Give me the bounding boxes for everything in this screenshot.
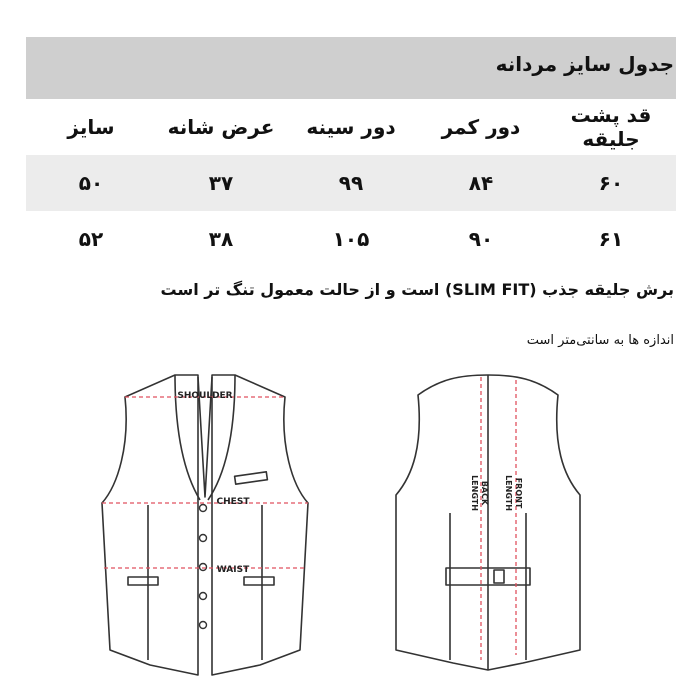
title-bar: [26, 37, 676, 99]
back-length-label-1: BACK: [480, 480, 489, 506]
table-header-row: [26, 99, 676, 155]
front-vest-outline: [102, 375, 198, 675]
table-row: [26, 211, 676, 267]
chest-label: CHEST: [216, 497, 250, 507]
units-note: اندازه ها به سانتی‌متر است: [526, 333, 674, 348]
waist-label: WAIST: [216, 565, 250, 575]
size-table: [26, 99, 676, 267]
cell-chest: ۹۹: [286, 155, 416, 211]
header-shoulder: عرض شانه: [167, 115, 275, 139]
front-length-label-1: FRONT: [514, 477, 523, 509]
page-title: جدول سایز مردانه: [495, 52, 674, 76]
header-size: سایز: [67, 115, 115, 139]
slim-fit-note: برش جلیقه جذب (SLIM FIT) است و از حالت معمول تنگ تر است: [160, 280, 674, 299]
header-waist: دور کمر: [441, 115, 521, 139]
cell-waist: ۹۰: [468, 227, 494, 251]
cell-back-length: ۶۱: [598, 227, 624, 251]
table-row: [26, 155, 676, 211]
cell-shoulder: ۳۸: [208, 227, 234, 251]
cell-size: ۵۰: [26, 155, 156, 211]
header-chest: دور سینه: [306, 115, 396, 139]
shoulder-label: SHOULDER: [177, 391, 233, 401]
cell-chest: ۱۰۵: [332, 227, 370, 251]
cell-size: ۵۲: [78, 227, 104, 251]
cell-shoulder: ۳۷: [156, 155, 286, 211]
front-length-label-2: LENGTH: [504, 475, 513, 511]
header-back-length: قد پشت جلیقه: [570, 103, 652, 151]
back-length-label-2: LENGTH: [470, 475, 479, 511]
front-vest-diagram: [90, 365, 320, 680]
back-vest-diagram: [388, 365, 588, 680]
cell-waist: ۸۴: [416, 155, 546, 211]
cell-back-length: ۶۰: [546, 155, 676, 211]
